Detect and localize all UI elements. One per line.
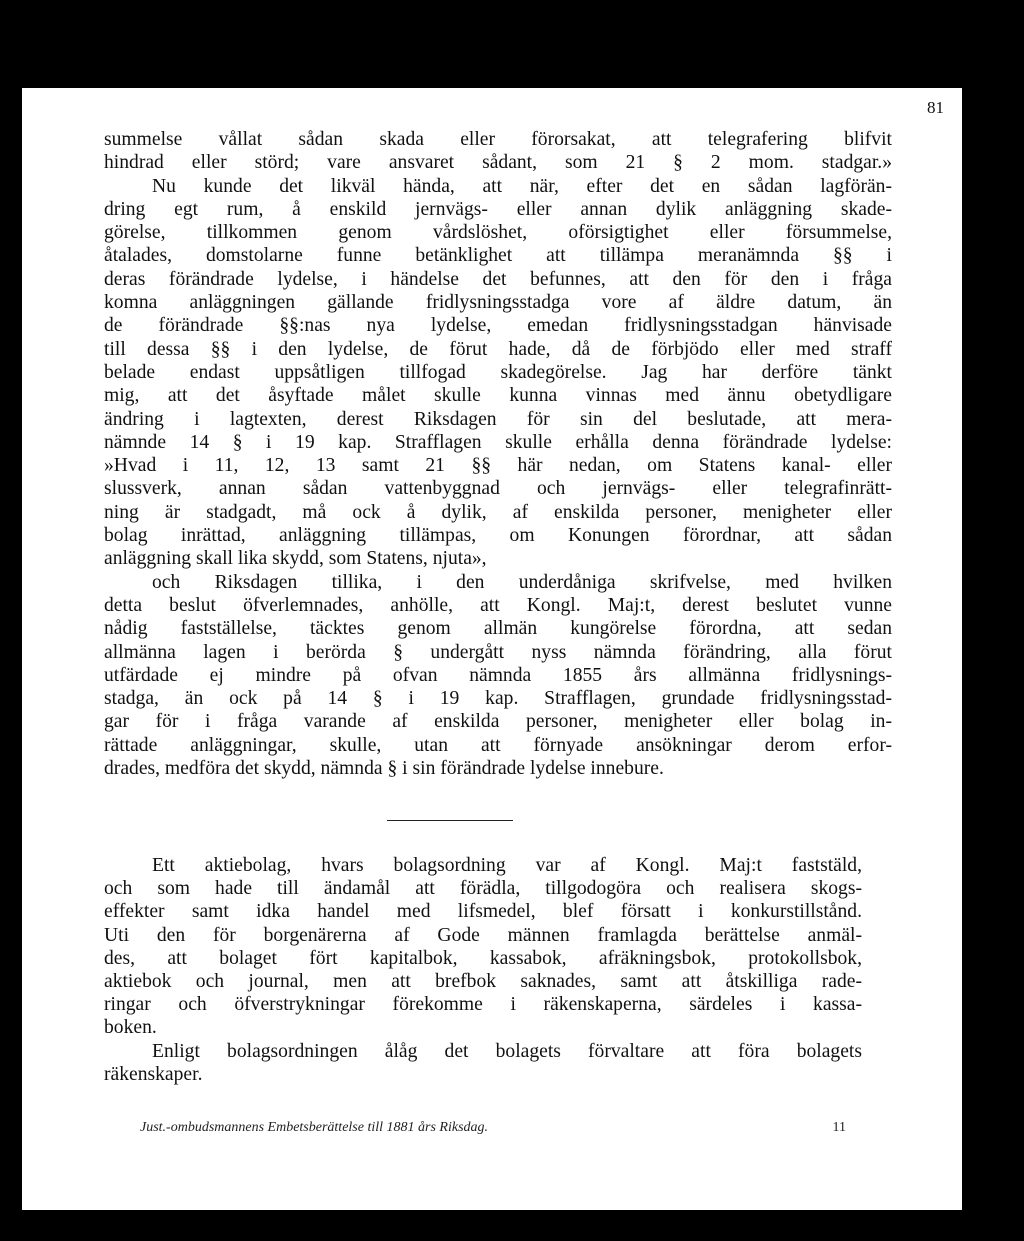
text-line: åtalades, domstolarne funne betänklighet att tillämpa meranämnda §§ i (104, 245, 892, 267)
text-line: »Hvad i 11, 12, 13 samt 21 §§ här nedan, om Statens kanal- eller (104, 455, 892, 477)
text-line: räkenskaper. (104, 1063, 203, 1085)
text-line: rättade anläggningar, skulle, utan att förnyade ansökningar derom erfor- (104, 734, 892, 756)
signature-mark: 11 (832, 1120, 846, 1135)
text-line: Ett aktiebolag, hvars bolagsordning var af Kongl. Maj:t faststäld, (152, 855, 862, 876)
page-number: 81 (927, 98, 944, 117)
text-line: till dessa §§ i den lydelse, de förut hade, då de förbjödo eller med straff (104, 338, 892, 360)
text-line: nämnde 14 § i 19 kap. Strafflagen skulle erhålla denna förändrade lydelse: (104, 431, 892, 453)
text-line: drades, medföra det skydd, nämnda § i sin förändrade lydelse innebure. (104, 758, 664, 780)
main-text-block (104, 128, 892, 780)
text-line: och Riksdagen tillika, i den underdåniga skrifvelse, med hvilken (152, 571, 892, 593)
page-footer (140, 1120, 846, 1136)
text-line: anläggning skall lika skydd, som Statens, njuta», (104, 548, 487, 570)
text-line: och som hade till ändamål att förädla, tillgodogöra och realisera skogs- (104, 878, 862, 900)
text-line: bolag inrättad, anläggning tillämpas, om Konungen förordnar, att sådan (104, 525, 892, 547)
text-line: hindrad eller störd; vare ansvaret sådant, som 21 § 2 mom. stadgar.» (104, 152, 892, 174)
text-line: ringar och öfverstrykningar förekomme i räkenskaperna, särdeles i kassa- (104, 994, 862, 1016)
text-line: de förändrade §§:nas nya lydelse, emedan fridlysningsstadgan hänvisade (104, 315, 892, 337)
document-page (22, 88, 962, 1210)
text-line: allmänna lagen i berörda § undergått nyss nämnda förändring, alla förut (104, 641, 892, 663)
second-section-text-block (104, 854, 862, 1086)
text-line: stadga, än ock på 14 § i 19 kap. Strafflagen, grundade fridlysningsstad- (104, 688, 892, 710)
text-line: ning är stadgadt, må ock å dylik, af enskilda personer, menigheter eller (104, 501, 892, 523)
text-line: gar för i fråga varande af enskilda personer, menigheter eller bolag in- (104, 711, 892, 733)
text-line: görelse, tillkommen genom vårdslöshet, oförsigtighet eller försummelse, (104, 222, 892, 244)
text-line: Enligt bolagsordningen ålåg det bolagets förvaltare att föra bolagets (152, 1040, 862, 1062)
text-line: Nu kunde det likväl hända, att när, efter det en sådan lagförän- (152, 175, 892, 197)
text-line: komna anläggningen gällande fridlysningsstadga vore af äldre datum, än (104, 292, 892, 314)
section-divider (387, 820, 513, 821)
text-line: utfärdade ej mindre på ofvan nämnda 1855 års allmänna fridlysnings- (104, 664, 892, 686)
text-line: Uti den för borgenärerna af Gode männen framlagda berättelse anmäl- (104, 924, 862, 946)
text-line: dring egt rum, å enskild jernvägs- eller annan dylik anläggning skade- (104, 198, 892, 220)
text-line: boken. (104, 1017, 157, 1039)
text-line: des, att bolaget fört kapitalbok, kassabok, afräkningsbok, protokollsbok, (104, 947, 862, 969)
text-line: summelse vållat sådan skada eller förorsakat, att telegrafering blifvit (104, 129, 892, 150)
text-line: deras förändrade lydelse, i händelse det befunnes, att den för den i fråga (104, 268, 892, 290)
text-line: ändring i lagtexten, derest Riksdagen för sin del beslutade, att mera- (104, 408, 892, 430)
text-line: mig, att det åsyftade målet skulle kunna vinnas med ännu obetydligare (104, 385, 892, 407)
text-line: nådig fastställelse, täcktes genom allmän kungörelse förordna, att sedan (104, 618, 892, 640)
text-line: aktiebok och journal, men att brefbok saknades, samt att åtskilliga rade- (104, 971, 862, 993)
text-line: detta beslut öfverlemnades, anhölle, att Kongl. Maj:t, derest beslutet vunne (104, 594, 892, 616)
text-line: slussverk, annan sådan vattenbyggnad och jernvägs- eller telegrafinrätt- (104, 478, 892, 500)
text-line: effekter samt idka handel med lifsmedel, blef försatt i konkurstillstånd. (104, 901, 862, 923)
footer-citation: Just.-ombudsmannens Embetsberättelse till 1881 års Riksdag. (140, 1120, 489, 1135)
text-line: belade endast uppsåtligen tillfogad skadegörelse. Jag har derföre tänkt (104, 361, 892, 383)
